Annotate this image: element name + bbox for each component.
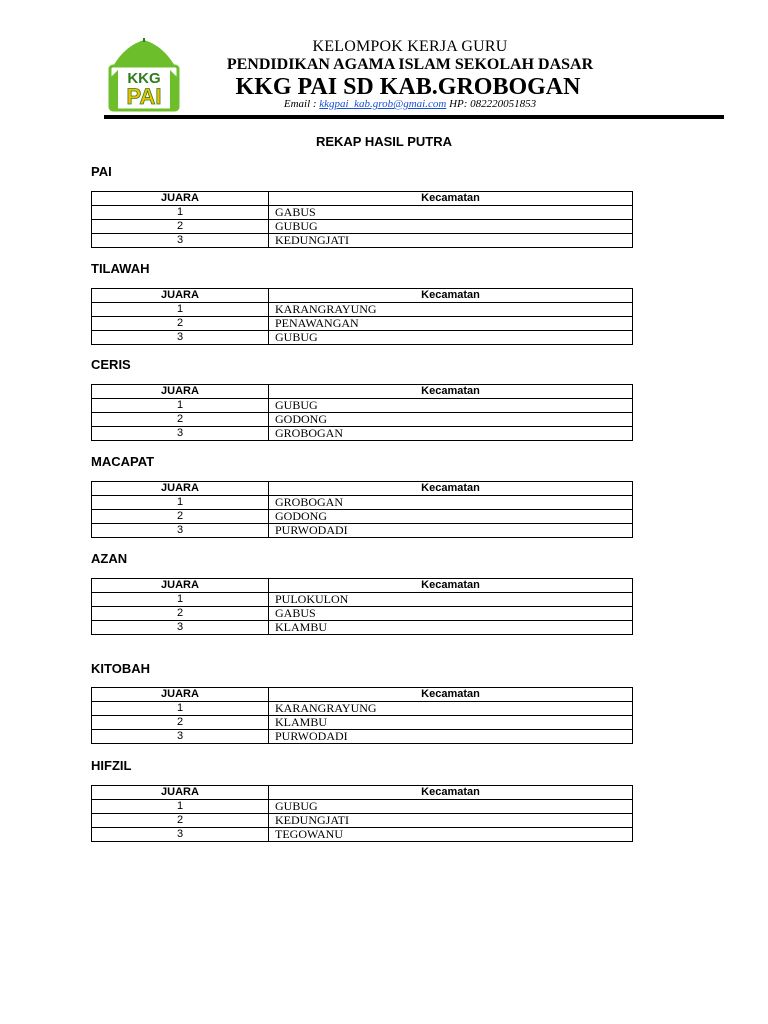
section-hifzil xyxy=(91,758,633,841)
table-header-row xyxy=(92,786,633,800)
section-heading: MACAPAT xyxy=(91,454,155,469)
rank-cell: 3 xyxy=(92,524,269,538)
table-row xyxy=(92,427,633,441)
rank-cell: 3 xyxy=(92,234,269,248)
juara-header: JUARA xyxy=(92,289,269,303)
kecamatan-cell: GUBUG xyxy=(269,331,633,345)
results-table xyxy=(91,785,633,842)
section-ceris xyxy=(91,357,633,440)
table-row xyxy=(92,814,633,828)
table-row xyxy=(92,413,633,427)
table-header-row xyxy=(92,385,633,399)
table-row xyxy=(92,828,633,842)
rank-cell: 3 xyxy=(92,427,269,441)
section-macapat xyxy=(91,454,633,537)
results-table xyxy=(91,481,633,538)
table-row xyxy=(92,593,633,607)
section-heading: HIFZIL xyxy=(91,758,132,773)
kecamatan-cell: GABUS xyxy=(269,206,633,220)
table-row xyxy=(92,702,633,716)
rank-cell: 1 xyxy=(92,702,269,716)
rank-cell: 2 xyxy=(92,220,269,234)
rank-cell: 2 xyxy=(92,317,269,331)
table-row xyxy=(92,524,633,538)
kecamatan-header: Kecamatan xyxy=(269,786,633,800)
rank-cell: 1 xyxy=(92,496,269,510)
section-heading: TILAWAH xyxy=(91,261,150,276)
rank-cell: 3 xyxy=(92,331,269,345)
rank-cell: 2 xyxy=(92,607,269,621)
section-azan xyxy=(91,551,633,634)
juara-header: JUARA xyxy=(92,192,269,206)
section-heading: CERIS xyxy=(91,357,131,372)
kecamatan-header: Kecamatan xyxy=(269,482,633,496)
table-row xyxy=(92,331,633,345)
kecamatan-cell: PURWODADI xyxy=(269,524,633,538)
rank-cell: 2 xyxy=(92,814,269,828)
rank-cell: 1 xyxy=(92,399,269,413)
results-table xyxy=(91,288,633,345)
org-line-1: KELOMPOK KERJA GURU xyxy=(312,38,508,55)
kecamatan-header: Kecamatan xyxy=(269,579,633,593)
kecamatan-cell: PULOKULON xyxy=(269,593,633,607)
table-row xyxy=(92,510,633,524)
kecamatan-header: Kecamatan xyxy=(269,192,633,206)
kecamatan-header: Kecamatan xyxy=(269,688,633,702)
table-header-row xyxy=(92,192,633,206)
rank-cell: 1 xyxy=(92,206,269,220)
kecamatan-cell: GODONG xyxy=(269,413,633,427)
kecamatan-cell: KLAMBU xyxy=(269,621,633,635)
rank-cell: 3 xyxy=(92,828,269,842)
org-line-2: PENDIDIKAN AGAMA ISLAM SEKOLAH DASAR xyxy=(226,56,594,73)
kecamatan-cell: GROBOGAN xyxy=(269,496,633,510)
table-header-row xyxy=(92,482,633,496)
kecamatan-cell: PURWODADI xyxy=(269,730,633,744)
table-row xyxy=(92,607,633,621)
section-heading: KITOBAH xyxy=(91,661,150,676)
results-table xyxy=(91,384,633,441)
document-title: REKAP HASIL PUTRA xyxy=(315,134,453,149)
rank-cell: 2 xyxy=(92,510,269,524)
kecamatan-cell: TEGOWANU xyxy=(269,828,633,842)
kecamatan-cell: GABUS xyxy=(269,607,633,621)
table-row xyxy=(92,621,633,635)
table-row xyxy=(92,399,633,413)
table-header-row xyxy=(92,688,633,702)
kecamatan-cell: GODONG xyxy=(269,510,633,524)
table-row xyxy=(92,730,633,744)
juara-header: JUARA xyxy=(92,786,269,800)
rank-cell: 3 xyxy=(92,730,269,744)
rank-cell: 1 xyxy=(92,303,269,317)
table-row xyxy=(92,206,633,220)
kecamatan-cell: KARANGRAYUNG xyxy=(269,303,633,317)
results-table xyxy=(91,687,633,744)
juara-header: JUARA xyxy=(92,385,269,399)
table-row xyxy=(92,220,633,234)
results-table xyxy=(91,578,633,635)
email-label: Email : xyxy=(283,98,320,110)
kecamatan-cell: PENAWANGAN xyxy=(269,317,633,331)
kecamatan-cell: GUBUG xyxy=(269,399,633,413)
section-tilawah xyxy=(91,261,633,344)
email-link[interactable]: kkgpai_kab.grob@gmai.com xyxy=(319,98,447,110)
section-kitobah xyxy=(91,661,633,743)
rank-cell: 1 xyxy=(92,593,269,607)
table-header-row xyxy=(92,289,633,303)
org-name: KKG PAI SD KAB.GROBOGAN xyxy=(235,74,581,100)
rank-cell: 2 xyxy=(92,716,269,730)
kecamatan-cell: GUBUG xyxy=(269,220,633,234)
rank-cell: 3 xyxy=(92,621,269,635)
table-row xyxy=(92,496,633,510)
header-rule xyxy=(104,115,724,119)
kecamatan-cell: GROBOGAN xyxy=(269,427,633,441)
table-row xyxy=(92,716,633,730)
kecamatan-header: Kecamatan xyxy=(269,385,633,399)
phone-text: HP: 082220051853 xyxy=(446,98,537,110)
juara-header: JUARA xyxy=(92,482,269,496)
logo-text-bottom: PAI xyxy=(126,84,162,109)
kecamatan-cell: GUBUG xyxy=(269,800,633,814)
section-pai xyxy=(91,164,633,247)
kecamatan-cell: KLAMBU xyxy=(269,716,633,730)
table-row xyxy=(92,317,633,331)
section-heading: PAI xyxy=(91,164,112,179)
rank-cell: 2 xyxy=(92,413,269,427)
table-row xyxy=(92,303,633,317)
kecamatan-cell: KEDUNGJATI xyxy=(269,234,633,248)
juara-header: JUARA xyxy=(92,688,269,702)
results-table xyxy=(91,191,633,248)
logo-text-top: KKG xyxy=(127,70,161,87)
rank-cell: 1 xyxy=(92,800,269,814)
kecamatan-header: Kecamatan xyxy=(269,289,633,303)
table-header-row xyxy=(92,579,633,593)
section-heading: AZAN xyxy=(91,551,128,566)
table-row xyxy=(92,234,633,248)
contact-line xyxy=(0,98,768,110)
kecamatan-cell: KARANGRAYUNG xyxy=(269,702,633,716)
kecamatan-cell: KEDUNGJATI xyxy=(269,814,633,828)
table-row xyxy=(92,800,633,814)
juara-header: JUARA xyxy=(92,579,269,593)
